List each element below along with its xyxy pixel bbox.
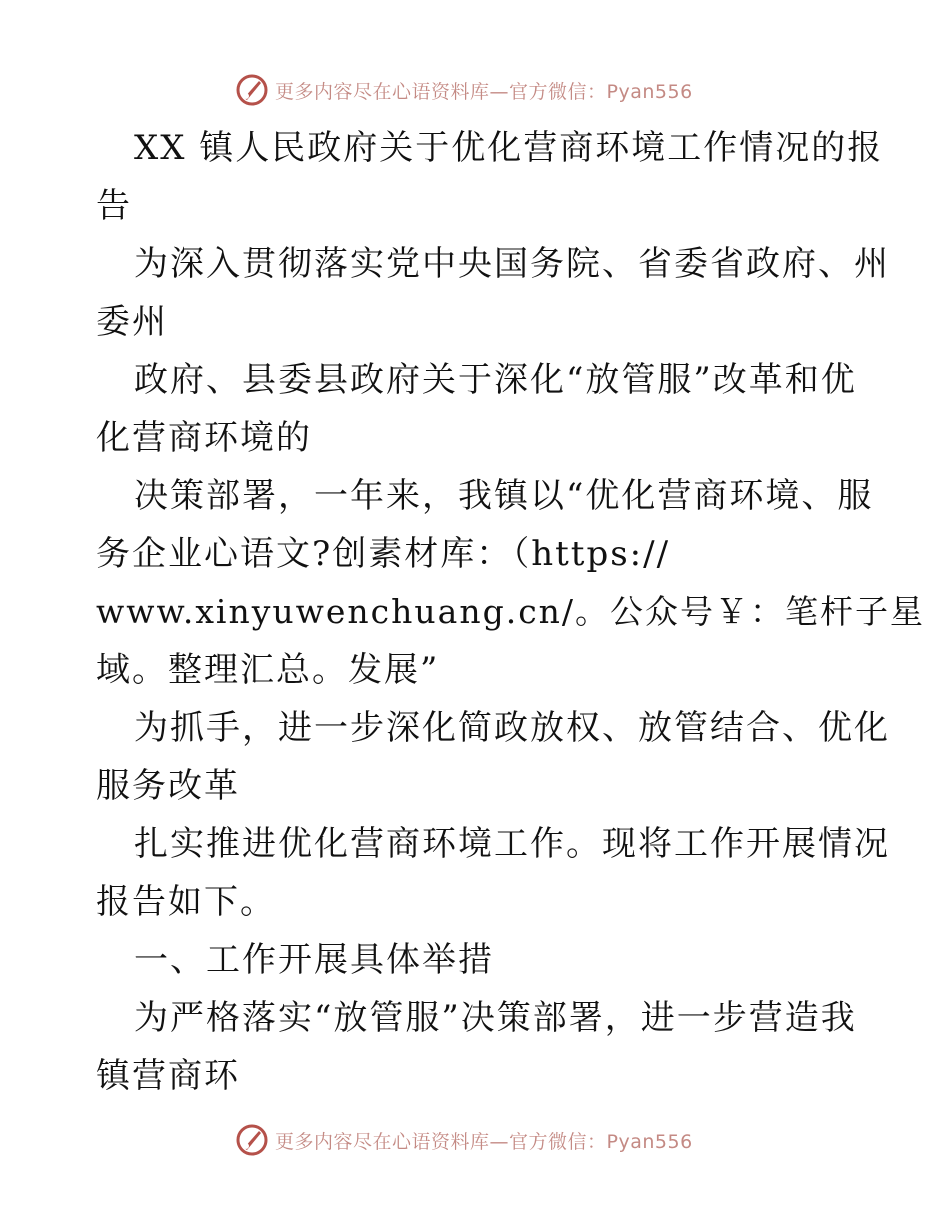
document-title-line-2: 告 [96, 186, 132, 226]
body-line: 为严格落实“放管服”决策部署，进一步营造我 [134, 998, 857, 1038]
body-line: 域。整理汇总。发展” [96, 650, 440, 690]
body-line: 务企业心语文?创素材库：（https:// [96, 534, 671, 574]
banner-text: 更多内容尽在心语资料库—官方微信：Pyan556 [275, 80, 693, 103]
document-title-line-1: XX 镇人民政府关于优化营商环境工作情况的报 [134, 128, 884, 168]
body-line: 服务改革 [96, 766, 240, 806]
quill-logo-icon [235, 1123, 269, 1157]
header-watermark-banner [235, 70, 693, 110]
banner-text: 更多内容尽在心语资料库—官方微信：Pyan556 [275, 1130, 693, 1153]
body-line: 报告如下。 [96, 882, 276, 922]
body-line: 政府、县委县政府关于深化“放管服”改革和优 [134, 360, 857, 400]
body-line: 扎实推进优化营商环境工作。现将工作开展情况 [134, 824, 890, 864]
body-line: 决策部署，一年来，我镇以“优化营商环境、服 [134, 476, 874, 516]
body-line: 为抓手，进一步深化简政放权、放管结合、优化 [134, 708, 890, 748]
body-line: 委州 [96, 302, 168, 342]
section-heading: 一、工作开展具体举措 [134, 940, 494, 980]
quill-logo-icon [235, 73, 269, 107]
body-line: 为深入贯彻落实党中央国务院、省委省政府、州 [134, 244, 890, 284]
body-line: 镇营商环 [96, 1056, 240, 1096]
footer-watermark-banner [235, 1120, 693, 1160]
body-line: 化营商环境的 [96, 418, 312, 458]
body-line: www.xinyuwenchuang.cn/。公众号￥：笔杆子星 [96, 592, 926, 631]
